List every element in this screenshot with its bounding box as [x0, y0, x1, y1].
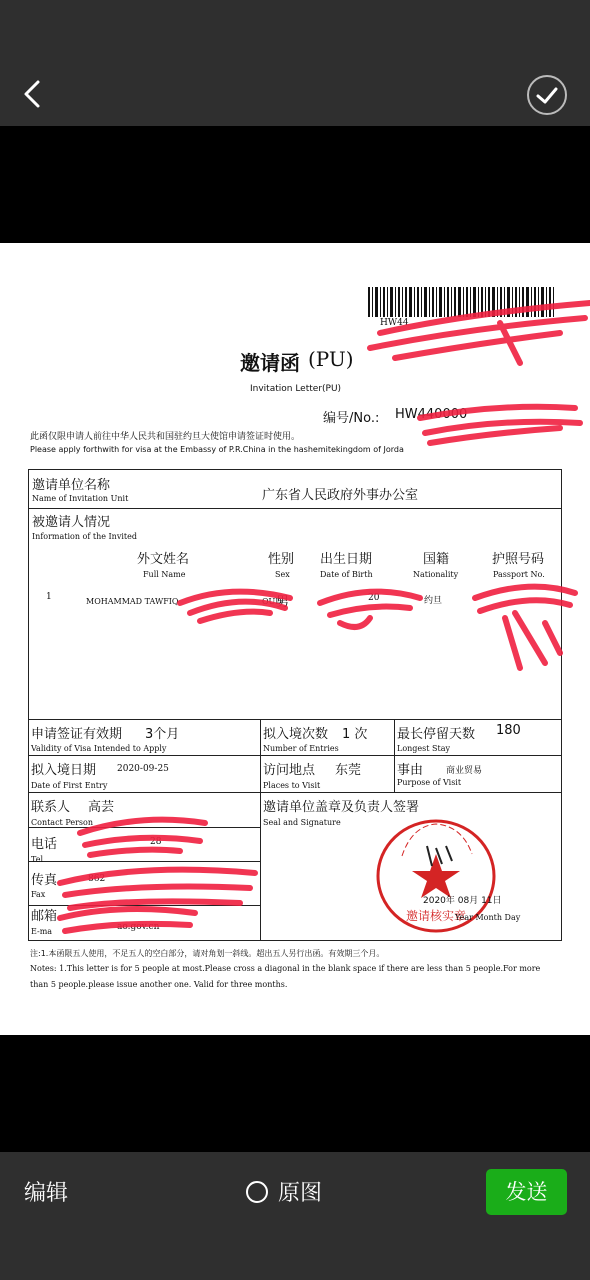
confirm-button[interactable] — [526, 74, 568, 116]
instruction-en: Please apply forthwith for visa at the Embassy of P.R.China in the hashemitekingdom of Jorda — [30, 445, 404, 454]
seal-bottom-text: 邀请核实章 — [405, 909, 467, 923]
col-passport-cn: 护照号码 — [492, 552, 545, 567]
tel-label-en: Tel — [31, 855, 44, 864]
contact-label-cn: 联系人 — [31, 800, 71, 815]
stay-value: 180 — [496, 723, 521, 738]
note-en-2: than 5 people.please issue another one. Valid for three months. — [30, 980, 288, 989]
entry-date-value: 2020-09-25 — [117, 764, 169, 774]
date-value: 2020年 08月 11日 — [423, 896, 502, 906]
validity-value: 3个月 — [145, 727, 180, 742]
email-label-en: E-ma — [31, 927, 53, 936]
entries-value: 1 次 — [342, 727, 368, 742]
row-index: 1 — [46, 592, 52, 602]
col-dob-cn: 出生日期 — [320, 552, 373, 567]
back-button[interactable] — [14, 74, 54, 114]
fax-label-en: Fax — [31, 890, 46, 899]
tel-label-cn: 电话 — [31, 837, 58, 852]
invitation-letter — [0, 243, 590, 1035]
col-passport-en: Passport No. — [493, 570, 545, 579]
entry-date-label-cn: 拟入境日期 — [31, 763, 97, 778]
instruction-cn: 此函仅限申请人前往中华人民共和国驻约旦大使馆申请签证时使用。 — [30, 432, 301, 442]
purpose-label-en: Purpose of Visit — [397, 778, 462, 787]
entries-label-cn: 拟入境次数 — [263, 727, 329, 742]
places-value: 东莞 — [335, 763, 362, 778]
validity-label-en: Validity of Visa Intended to Apply — [31, 744, 167, 753]
row-nationality: 约旦 — [424, 596, 443, 606]
row-name-tail: OUD — [262, 597, 282, 606]
places-label-cn: 访问地点 — [263, 763, 316, 778]
row-dob: 20 — [368, 593, 380, 603]
email-value: ao.gov.cn — [117, 922, 160, 932]
email-label-cn: 邮箱 — [31, 909, 58, 924]
invited-label-en: Information of the Invited — [32, 532, 137, 541]
title-pu: (PU) — [308, 347, 354, 371]
barcode — [368, 287, 558, 317]
number-value: HW440000 — [395, 407, 468, 422]
edit-button[interactable]: 编辑 — [24, 1181, 69, 1206]
col-nationality-cn: 国籍 — [423, 552, 450, 567]
note-en-1: Notes: 1.This letter is for 5 people at most.Please cross a diagonal in the blank space if there are less than 5 people.For more — [30, 964, 541, 973]
radio-circle-icon[interactable] — [246, 1181, 268, 1203]
contact-label-en: Contact Person — [31, 818, 93, 827]
col-nationality-en: Nationality — [413, 570, 459, 579]
chevron-left-icon — [26, 82, 38, 106]
validity-label-cn: 申请签证有效期 — [31, 727, 123, 742]
row-name: MOHAMMAD TAWFIQ — [86, 597, 179, 606]
col-dob-en: Date of Birth — [320, 570, 373, 579]
col-sex-cn: 性别 — [268, 552, 295, 567]
top-bar — [0, 0, 590, 126]
col-fullname-cn: 外文姓名 — [137, 552, 190, 567]
seal-label-en: Seal and Signature — [263, 818, 341, 827]
unit-label-cn: 邀请单位名称 — [32, 478, 111, 493]
unit-label-en: Name of Invitation Unit — [32, 494, 129, 503]
subtitle-en: Invitation Letter(PU) — [250, 384, 342, 394]
col-fullname-en: Full Name — [143, 570, 186, 579]
col-sex-en: Sex — [275, 570, 290, 579]
original-label: 原图 — [278, 1181, 323, 1206]
document-photo — [0, 243, 590, 1035]
entries-label-en: Number of Entries — [263, 744, 339, 753]
entry-date-label-en: Date of First Entry — [31, 781, 108, 790]
date-en: Year Month Day — [455, 913, 521, 922]
places-label-en: Places to Visit — [263, 781, 321, 790]
tel-value: 28 — [150, 837, 162, 847]
number-label: 编号/No.: — [323, 411, 380, 426]
title-cn: 邀请函 — [240, 351, 300, 375]
purpose-value: 商业贸易 — [446, 766, 483, 776]
stay-label-en: Longest Stay — [397, 744, 450, 753]
fax-label-cn: 传真 — [31, 873, 58, 888]
seal-label-cn: 邀请单位盖章及负责人签署 — [263, 800, 420, 815]
row-sex: 男 — [276, 595, 290, 610]
fax-value: 862 — [88, 874, 106, 884]
purpose-label-cn: 事由 — [397, 763, 424, 778]
unit-value: 广东省人民政府外事办公室 — [262, 488, 419, 503]
original-image-toggle[interactable] — [246, 1176, 322, 1207]
invited-label-cn: 被邀请人情况 — [32, 515, 111, 530]
note-cn: 注:1.本函限五人使用，不足五人的空白部分，请对角划一斜线。超出五人另行出函。有效期三个月。 — [30, 949, 385, 958]
contact-value: 高芸 — [88, 800, 115, 815]
barcode-number: HW44 — [380, 318, 409, 328]
check-circle-icon — [528, 76, 566, 114]
stay-label-cn: 最长停留天数 — [397, 727, 476, 742]
send-button[interactable]: 发送 — [486, 1169, 567, 1215]
